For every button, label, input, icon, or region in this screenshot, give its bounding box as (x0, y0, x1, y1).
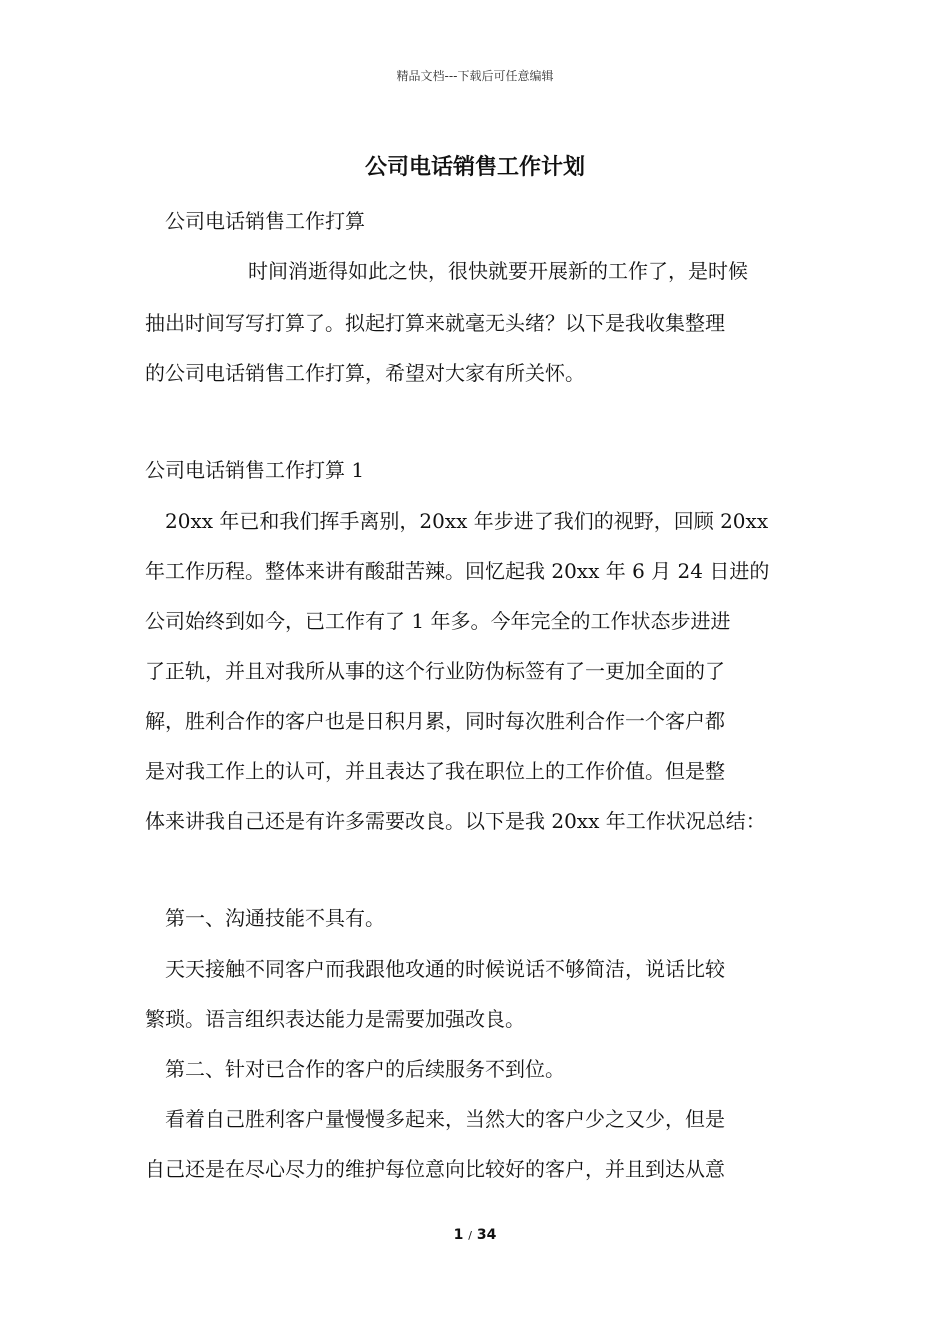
paragraph-line: 的公司电话销售工作打算，希望对大家有所关怀。 (145, 361, 585, 385)
paragraph-line: 年工作历程。整体来讲有酸甜苦辣。回忆起我 20xx 年 6 月 24 日进的 (145, 559, 770, 583)
paragraph-line: 公司始终到如今，已工作有了 1 年多。今年完全的工作状态步进进 (145, 609, 731, 633)
paragraph-line: 解，胜利合作的客户也是日积月累，同时每次胜利合作一个客户都 (145, 709, 725, 733)
paragraph-line: 20xx 年已和我们挥手离别，20xx 年步进了我们的视野，回顾 20xx (165, 509, 769, 533)
paragraph-line: 繁琐。语言组织表达能力是需要加强改良。 (145, 1007, 525, 1031)
section-heading: 公司电话销售工作打算 1 (145, 458, 365, 482)
paragraph-line: 时间消逝得如此之快，很快就要开展新的工作了，是时候 (248, 259, 748, 283)
paragraph-line: 看着自己胜利客户量慢慢多起来，当然大的客户少之又少，但是 (165, 1107, 725, 1131)
page-separator: / (468, 1229, 472, 1242)
paragraph-line: 了正轨，并且对我所从事的这个行业防伪标签有了一更加全面的了 (145, 659, 725, 683)
page-header: 精品文档---下载后可任意编辑 (396, 69, 554, 83)
paragraph-line: 是对我工作上的认可，并且表达了我在职位上的工作价值。但是整 (145, 759, 725, 783)
section-heading: 第一、沟通技能不具有。 (165, 906, 385, 930)
paragraph-line: 天天接触不同客户而我跟他攻通的时候说话不够简洁，说话比较 (165, 957, 725, 981)
paragraph-line: 体来讲我自己还是有许多需要改良。以下是我 20xx 年工作状况总结： (145, 809, 766, 833)
document-title: 公司电话销售工作计划 (364, 155, 585, 180)
paragraph-line: 自己还是在尽心尽力的维护每位意向比较好的客户，并且到达从意 (145, 1157, 725, 1181)
current-page: 1 (453, 1227, 464, 1243)
section-heading: 公司电话销售工作打算 (165, 209, 365, 233)
section-heading: 第二、针对已合作的客户的后续服务不到位。 (165, 1057, 565, 1081)
total-pages: 34 (476, 1227, 497, 1243)
paragraph-line: 抽出时间写写打算了。拟起打算来就毫无头绪？以下是我收集整理 (145, 311, 725, 335)
page-number (0, 1227, 950, 1243)
